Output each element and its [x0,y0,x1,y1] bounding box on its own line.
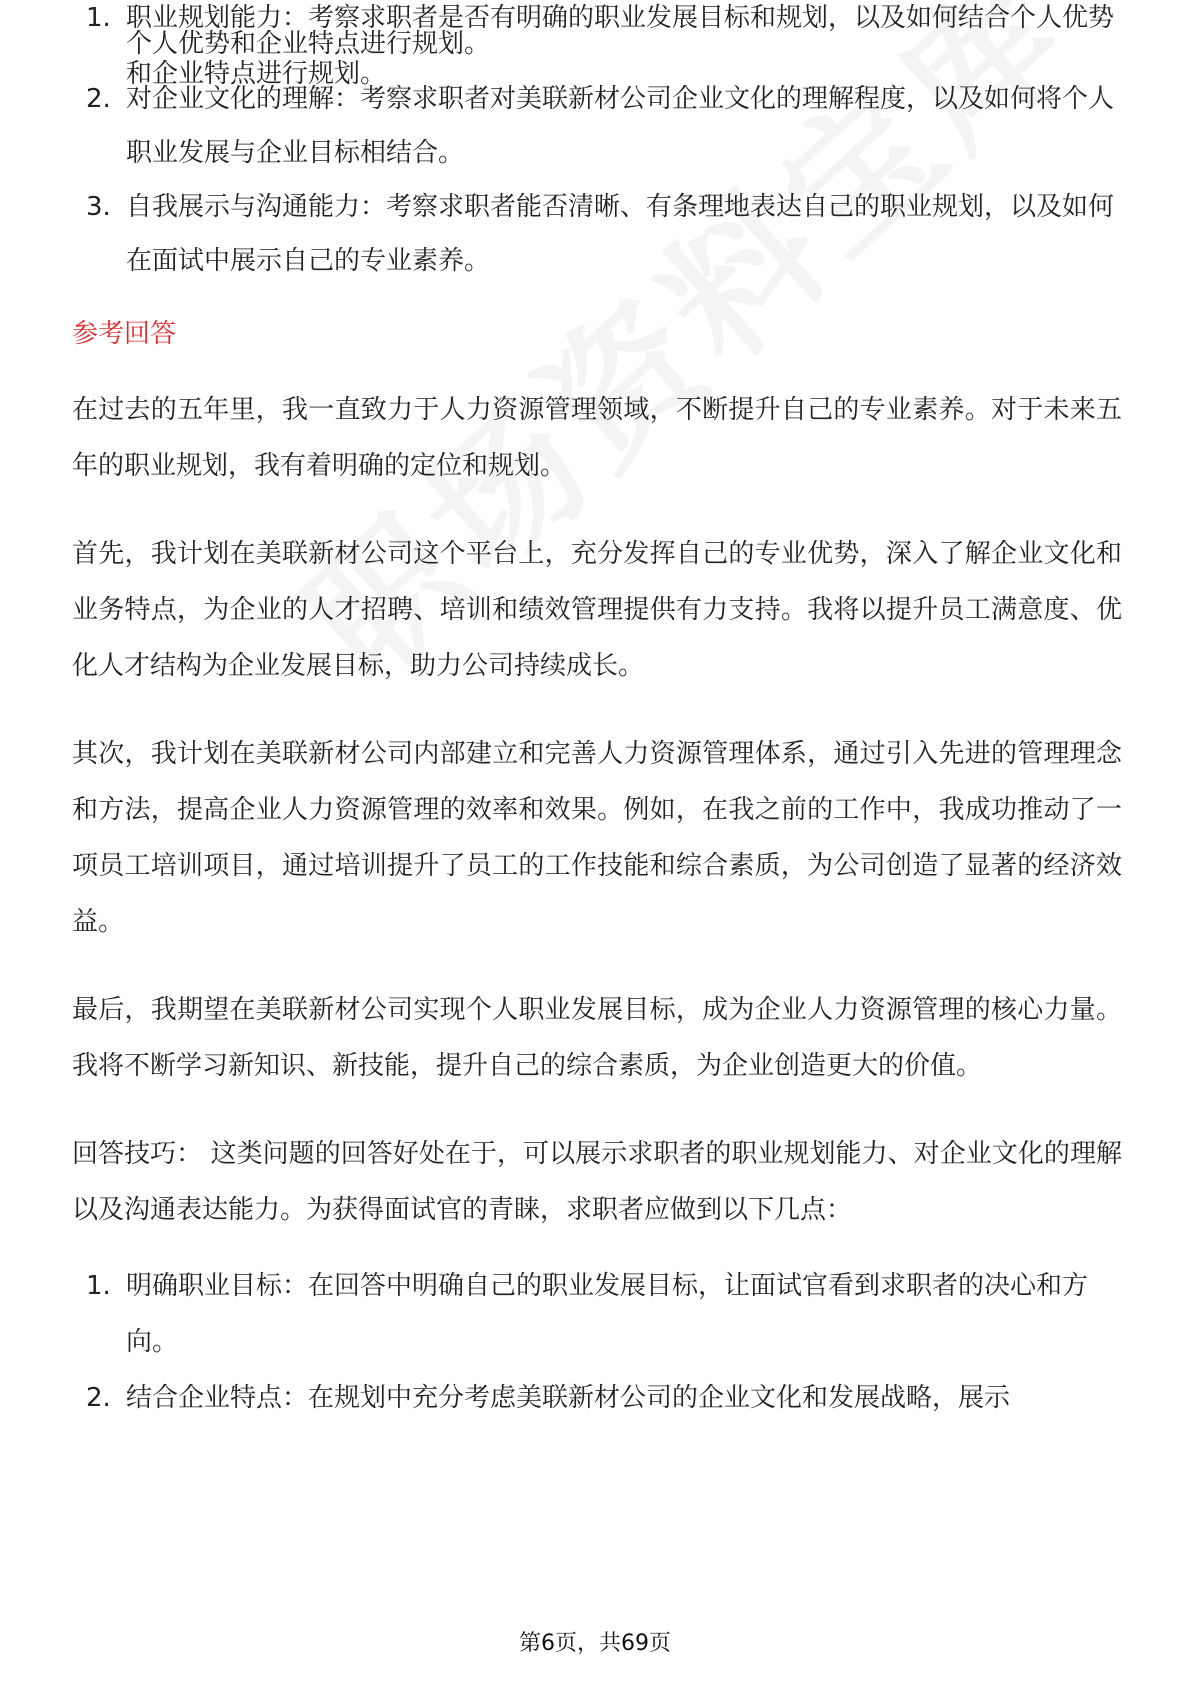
answer-paragraph: 首先，我计划在美联新材公司这个平台上，充分发挥自己的专业优势，深入了解企业文化和业务特点，为企业的人才招聘、培训和绩效管理提供有力支持。我将以提升员工满意度、优化人才结构为企业发展目标，助力公司持续成长。 [72,539,1122,681]
answer-paragraph: 在过去的五年里，我一直致力于人力资源管理领域，不断提升自己的专业素养。对于未来五年的职业规划，我有着明确的定位和规划。 [72,395,1122,481]
list-item-text-tail: 个人优势和企业特点进行规划。 [126,29,491,59]
tips-paragraph: 回答技巧： 这类问题的回答好处在于，可以展示求职者的职业规划能力、对企业文化的理解以及沟通表达能力。为获得面试官的青睐，求职者应做到以下几点： [72,1139,1122,1225]
list-item-text: 自我展示与沟通能力：考察求职者能否清晰、有条理地表达自己的职业规划，以及如何在面试中展示自己的专业素养。 [126,192,1115,276]
page-number-footer: 第6页，共69页 [519,1631,671,1656]
list-item-text: 对企业文化的理解：考察求职者对美联新材公司企业文化的理解程度，以及如何将个人职业发展与企业目标相结合。 [126,84,1115,168]
list-item [72,72,1122,180]
answer-paragraph: 最后，我期望在美联新材公司实现个人职业发展目标，成为企业人力资源管理的核心力量。我将不断学习新知识、新技能，提升自己的综合素质，为企业创造更大的价值。 [72,995,1122,1081]
list-item-text: 职业规划能力：考察求职者是否有明确的职业发展目标和规划，以及如何结合个人优势和企业特点进行规划。 [126,3,1115,89]
answer-paragraph: 其次，我计划在美联新材公司内部建立和完善人力资源管理体系，通过引入先进的管理理念和方法，提高企业人力资源管理的效率和效果。例如，在我之前的工作中，我成功推动了一项员工培训项目，通过培训提升了员工的工作技能和综合素质，为公司创造了显著的经济效益。 [72,739,1122,937]
list-item-number: 2. [86,1383,111,1413]
list-item-text: 明确职业目标：在回答中明确自己的职业发展目标，让面试官看到求职者的决心和方向。 [126,1271,1089,1357]
list-item-number: 2. [86,84,111,114]
evaluation-points-list [72,0,1122,288]
list-item [72,1370,1122,1426]
section-title: 参考回答 [72,319,177,349]
tips-list [72,1258,1122,1426]
list-item-continuation [72,20,1122,68]
list-item-number: 1. [86,3,111,33]
list-item [72,1258,1122,1370]
page-content [72,3,1122,1426]
list-item-text: 结合企业特点：在规划中充分考虑美联新材公司的企业文化和发展战略，展示 [126,1383,1011,1413]
list-item [72,180,1122,288]
list-item-number: 3. [86,192,111,222]
list-item-number: 1. [86,1271,111,1301]
